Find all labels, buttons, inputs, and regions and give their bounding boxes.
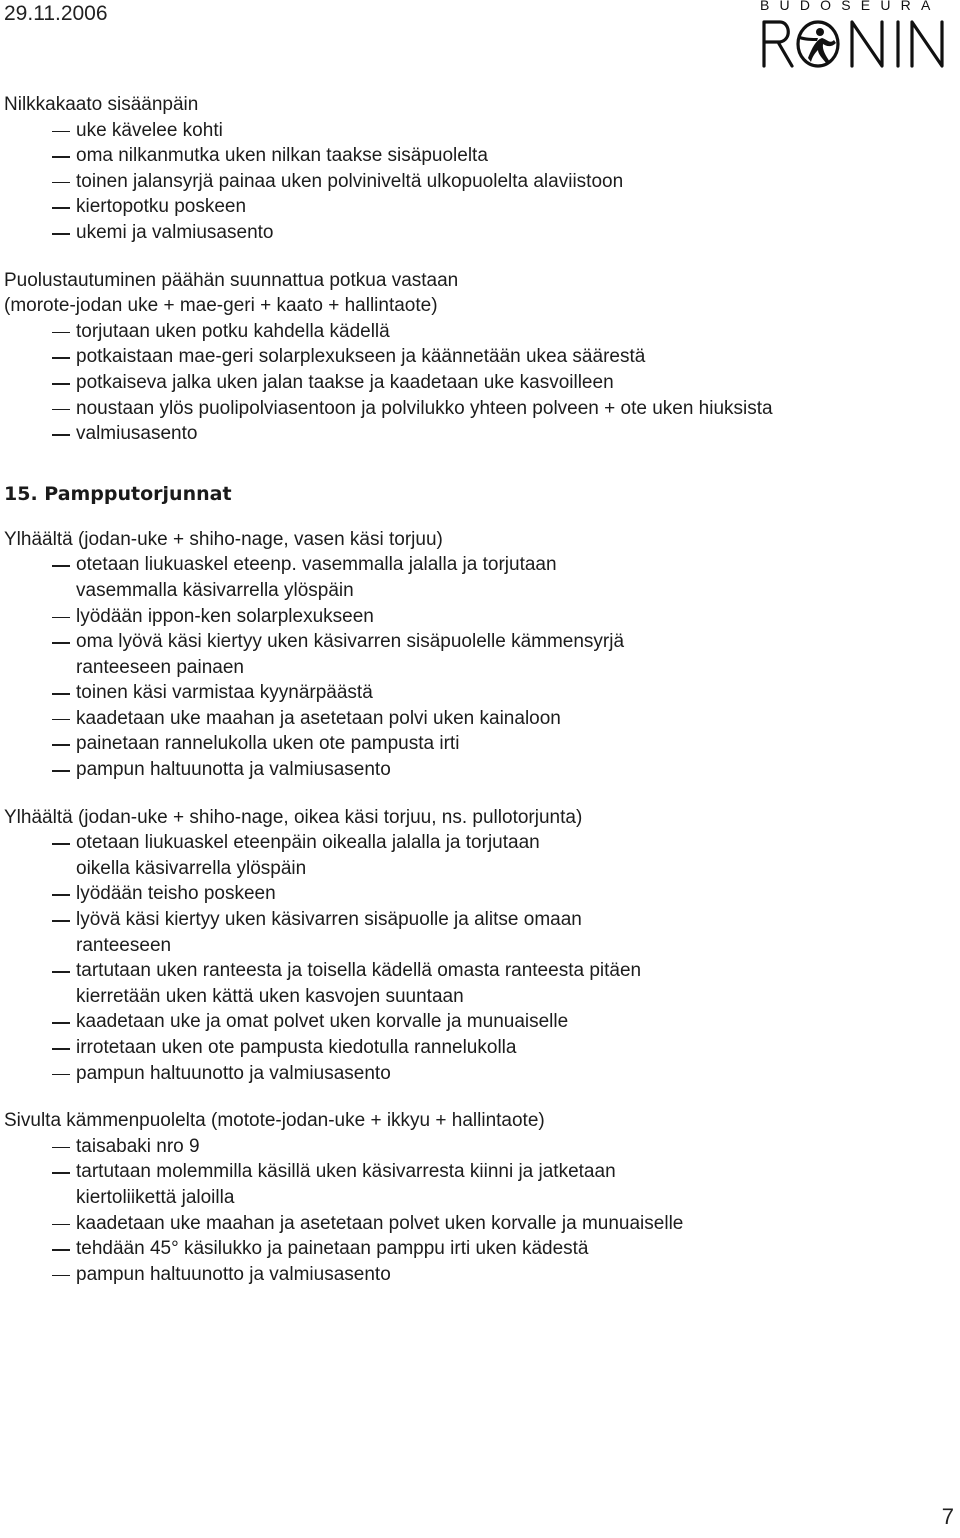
list-item (0, 757, 940, 783)
list-item (0, 194, 940, 220)
dash-bullet-icon (52, 1224, 70, 1226)
line-text: lyödään ippon-ken solarplexukseen (76, 605, 374, 627)
text-section (0, 1108, 940, 1287)
dash-bullet-icon (52, 207, 70, 209)
line-text: pampun haltuunotto ja valmiusasento (76, 1263, 391, 1285)
dash-bullet-icon (52, 1275, 70, 1277)
dash-bullet-icon (52, 434, 70, 436)
line-text: ranteeseen painaen (76, 656, 244, 678)
text-section (0, 92, 940, 246)
line-text: tartutaan molemmilla käsillä uken käsivarresta kiinni ja jatketaan (76, 1161, 616, 1183)
list-item (0, 1061, 940, 1087)
line-text: Ylhäältä (jodan-uke + shiho-nage, oikea käsi torjuu, ns. pullotorjunta) (4, 806, 583, 828)
line-text: ranteeseen (76, 934, 172, 956)
section-title (0, 268, 940, 294)
list-item (0, 1211, 940, 1237)
line-text: Puolustautuminen päähän suunnattua potkua vastaan (4, 269, 459, 291)
dash-bullet-icon (52, 565, 70, 567)
list-item (0, 604, 940, 630)
list-item (0, 881, 940, 907)
list-item (0, 830, 940, 856)
dash-bullet-icon (52, 744, 70, 746)
list-item (0, 143, 940, 169)
list-item (0, 907, 940, 933)
line-text: taisabaki nro 9 (76, 1135, 200, 1157)
dash-bullet-icon (52, 843, 70, 845)
line-text: otetaan liukuaskel eteenp. vasemmalla jalalla ja torjutaan (76, 554, 557, 576)
dash-bullet-icon (52, 182, 70, 184)
dash-bullet-icon (52, 357, 70, 359)
logo-top-text: BUDOSEURA (760, 0, 941, 13)
list-item (0, 344, 940, 370)
line-text: toinen jalansyrjä painaa uken polviniveltä ulkopuolelta alaviistoon (76, 170, 624, 192)
dash-bullet-icon (52, 1172, 70, 1174)
list-item (0, 169, 940, 195)
line-text: otetaan liukuaskel eteenpäin oikealla jalalla ja torjutaan (76, 832, 540, 854)
list-item (0, 1009, 940, 1035)
line-text: painetaan rannelukolla uken ote pampusta irti (76, 733, 460, 755)
line-text: torjutaan uken potku kahdella kädellä (76, 320, 390, 342)
line-text: Ylhäältä (jodan-uke + shiho-nage, vasen käsi torjuu) (4, 528, 443, 550)
dash-bullet-icon (52, 383, 70, 385)
list-item (0, 731, 940, 757)
dash-bullet-icon (52, 719, 70, 721)
list-item (0, 958, 940, 984)
dash-bullet-icon (52, 1249, 70, 1251)
text-section (0, 805, 940, 1087)
dash-bullet-icon (52, 1074, 70, 1076)
list-item (0, 1134, 940, 1160)
list-item (0, 1236, 940, 1262)
document-date: 29.11.2006 (4, 2, 108, 25)
line-text: noustaan ylös puolipolviasentoon ja polvilukko yhteen polveen + ote uken hiuksista (76, 397, 773, 419)
budoseura-ronin-logo (756, 0, 960, 72)
list-item-continuation (0, 856, 940, 882)
line-text: kierretään uken kättä uken kasvojen suuntaan (76, 985, 464, 1007)
list-item-continuation (0, 984, 940, 1010)
list-item-continuation (0, 655, 940, 681)
line-text: oma nilkanmutka uken nilkan taakse sisäpuolelta (76, 145, 488, 167)
dash-bullet-icon (52, 894, 70, 896)
line-text: pampun haltuunotto ja valmiusasento (76, 1062, 391, 1084)
line-text: oikella käsivarrella ylöspäin (76, 857, 307, 879)
line-text: kiertopotku poskeen (76, 196, 247, 218)
section-title (0, 92, 940, 118)
dash-bullet-icon (52, 617, 70, 619)
line-text: kaadetaan uke ja omat polvet uken korvalle ja munuaiselle (76, 1011, 569, 1033)
list-item (0, 118, 940, 144)
list-item (0, 1262, 940, 1288)
line-text: vasemmalla käsivarrella ylöspäin (76, 579, 354, 601)
dash-bullet-icon (52, 332, 70, 334)
line-text: lyövä käsi kiertyy uken käsivarren sisäpuolle ja alitse omaan (76, 909, 582, 931)
list-item-continuation (0, 1185, 940, 1211)
list-item (0, 1035, 940, 1061)
line-text: oma lyövä käsi kiertyy uken käsivarren sisäpuolelle kämmensyrjä (76, 631, 625, 653)
dash-bullet-icon (52, 233, 70, 235)
dash-bullet-icon (52, 920, 70, 922)
list-item (0, 396, 940, 422)
list-item (0, 552, 940, 578)
dash-bullet-icon (52, 1048, 70, 1050)
dash-bullet-icon (52, 156, 70, 158)
dash-bullet-icon (52, 1022, 70, 1024)
list-item (0, 370, 940, 396)
line-text: potkaiseva jalka uken jalan taakse ja kaadetaan uke kasvoilleen (76, 371, 614, 393)
dash-bullet-icon (52, 642, 70, 644)
line-text: Nilkkakaato sisäänpäin (4, 94, 199, 115)
dash-bullet-icon (52, 971, 70, 973)
line-text: (morote-jodan uke + mae-geri + kaato + hallintaote) (4, 295, 438, 317)
line-text: Sivulta kämmenpuolelta (motote-jodan-uke + ikkyu + hallintaote) (4, 1110, 545, 1132)
line-text: valmiusasento (76, 423, 198, 445)
line-text: pampun haltuunotta ja valmiusasento (76, 759, 391, 781)
dash-bullet-icon (52, 131, 70, 133)
line-text: kaadetaan uke maahan ja asetetaan polvet uken korvalle ja munuaiselle (76, 1212, 684, 1234)
text-section (0, 527, 940, 783)
line-text: kiertoliikettä jaloilla (76, 1186, 235, 1208)
dash-bullet-icon (52, 1147, 70, 1149)
dash-bullet-icon (52, 770, 70, 772)
section-title (0, 805, 940, 831)
section-title (0, 527, 940, 553)
document-body (0, 92, 940, 1309)
list-item (0, 421, 940, 447)
list-item (0, 680, 940, 706)
list-item (0, 1159, 940, 1185)
chapter-heading: 15. Pampputorjunnat (4, 482, 232, 505)
line-text: ukemi ja valmiusasento (76, 221, 274, 243)
section-title (0, 293, 940, 319)
dash-bullet-icon (52, 409, 70, 411)
line-text: uke kävelee kohti (76, 119, 223, 141)
list-item (0, 706, 940, 732)
list-item-continuation (0, 933, 940, 959)
line-text: potkaistaan mae-geri solarplexukseen ja käännetään ukea säärestä (76, 346, 646, 368)
list-item-continuation (0, 578, 940, 604)
line-text: kaadetaan uke maahan ja asetetaan polvi uken kainaloon (76, 707, 561, 729)
page-number: 7 (941, 1504, 954, 1529)
list-item (0, 629, 940, 655)
line-text: lyödään teisho poskeen (76, 883, 276, 905)
text-section (0, 268, 940, 447)
section-title (0, 1108, 940, 1134)
line-text: toinen käsi varmistaa kyynärpäästä (76, 682, 373, 704)
logo-wordmark (756, 9, 960, 67)
list-item (0, 220, 940, 246)
line-text: tehdään 45° käsilukko ja painetaan pamppu irti uken kädestä (76, 1238, 589, 1260)
dash-bullet-icon (52, 693, 70, 695)
line-text: tartutaan uken ranteesta ja toisella kädellä omasta ranteesta pitäen (76, 960, 642, 982)
line-text: irrotetaan uken ote pampusta kiedotulla rannelukolla (76, 1037, 517, 1058)
list-item (0, 319, 940, 345)
